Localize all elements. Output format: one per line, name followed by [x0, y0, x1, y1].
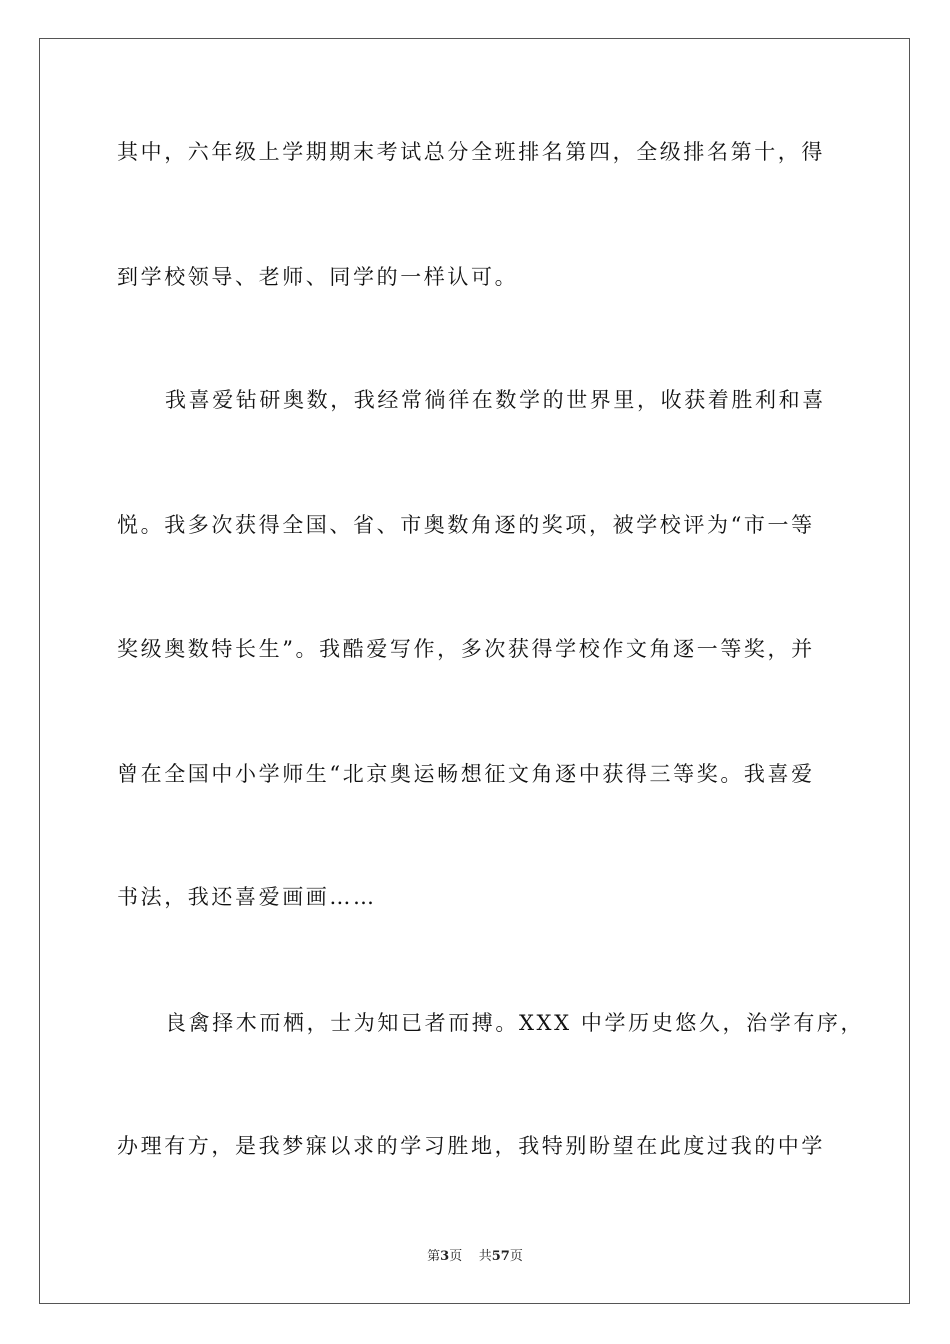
total-prefix: 共: [478, 1249, 492, 1264]
text-line-1: 其中，六年级上学期期末考试总分全班排名第四，全级排名第十，得: [117, 140, 825, 164]
text-line-7: 书法，我还喜爱画画……: [117, 885, 377, 909]
text-line-4: 悦。我多次获得全国、省、市奥数角逐的奖项，被学校评为“市一等: [117, 513, 815, 537]
text-line-2: 到学校领导、老师、同学的一样认可。: [117, 265, 519, 289]
text-line-9: 办理有方，是我梦寐以求的学习胜地，我特别盼望在此度过我的中学: [117, 1134, 825, 1158]
page-footer: [0, 1249, 950, 1265]
page-suffix: 页: [449, 1249, 463, 1264]
text-line-6: 曾在全国中小学师生“北京奥运畅想征文角逐中获得三等奖。我喜爱: [117, 762, 815, 786]
total-suffix: 页: [509, 1249, 523, 1264]
text-line-8: 良禽择木而栖，士为知已者而搏。XXX 中学历史悠久，治学有序，: [165, 1011, 865, 1035]
page-frame: [39, 38, 910, 1304]
page-prefix: 第: [427, 1249, 441, 1264]
text-line-3: 我喜爱钻研奥数，我经常徜徉在数学的世界里，收获着胜利和喜: [165, 388, 826, 412]
text-line-5: 奖级奥数特长生”。我酷爱写作，多次获得学校作文角逐一等奖，并: [117, 637, 815, 661]
page-number: 3: [440, 1249, 450, 1264]
total-pages: 57: [491, 1249, 510, 1264]
